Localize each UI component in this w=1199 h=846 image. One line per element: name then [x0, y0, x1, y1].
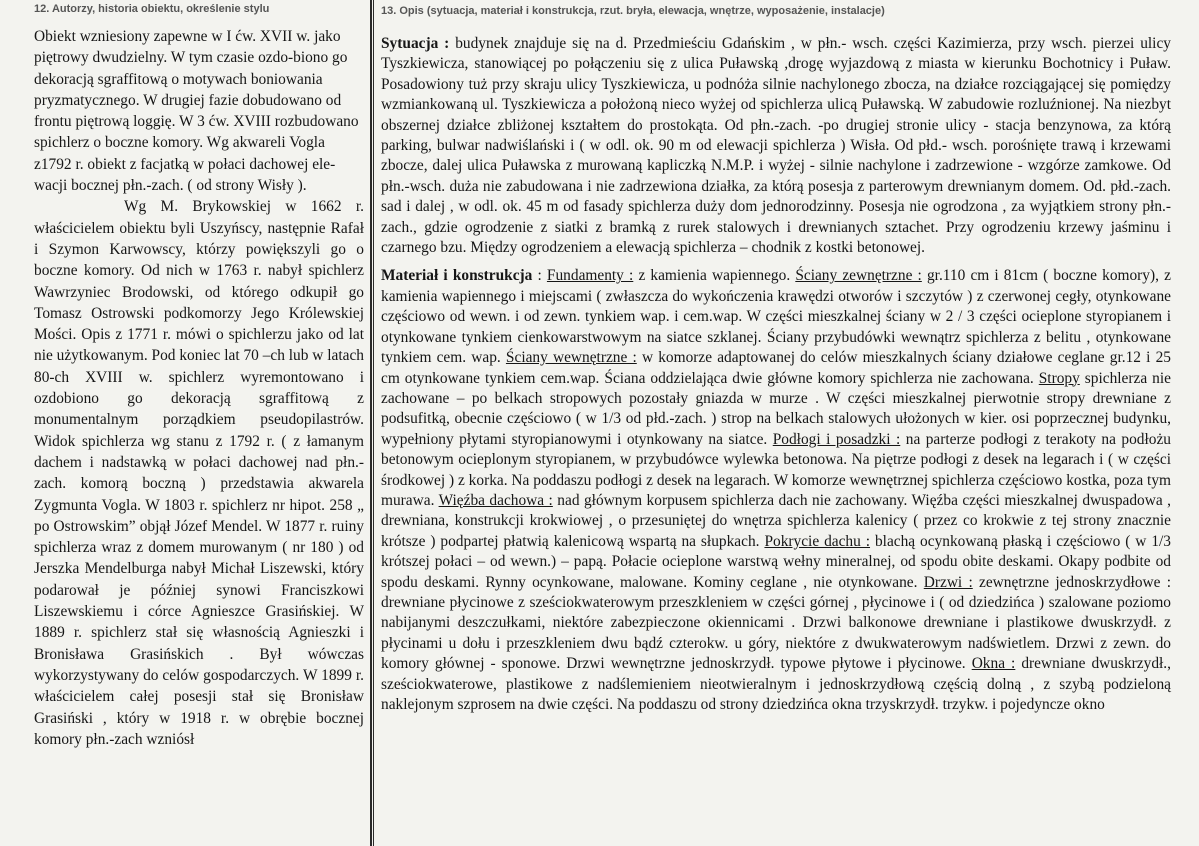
material-label: Materiał i konstrukcja: [381, 267, 533, 285]
wiezba-text: nad głównym korpusem spichlerza dach nie zachowany. Więźba części mieszkalnej dwuspadowa , drewniana, konstrukcji krokwiowej , o przesuniętej do wnętrza spichlerza kalenicy ( przez co krokwie z tej strony znacznie krótsze ) podpartej płatwią kalenicową wspartą na słupkach.: [381, 491, 1171, 550]
stropy-text: spichlerza nie zachowane – po belkach stropowych pozostały gniazda w murze . W części mieszkalnej pierwotnie stropy drewniane z podsufitką, obecnie częściowo ( w 1/3 od płd.-zach. ) strop na belkach stalowych ułożonych w kier. osi poprzecznej budynku, wypełniony płytami styropianowymi i otynkowany na siatce.: [381, 369, 1171, 448]
drzwi-text: zewnętrzne jednoskrzydłowe : drewniane płycinowe z sześciokwaterowym przeszkleniem w części górnej , płycinowe i ( od dziedzińca ) szalowane poziomo nabijanymi deszczułkami, niektóre zabezpieczone okiennicami . Drzwi balkonowe drewniane i plastikowe dwuskrzydł. z płycinami u dołu i przeszkleniem dwu bądź czterokw. u góry, niektóre z dwukwaterowym nadświetlem. Drzwi z zewn. do komory głównej - sponowe. Drzwi wewnętrzne jednoskrzydł. typowe płytowe i płycinowe.: [381, 573, 1171, 673]
description-text: [381, 34, 1171, 715]
stropy-label: Stropy: [1038, 369, 1080, 387]
column-divider-inner: [373, 0, 374, 846]
material-colon: :: [537, 267, 542, 285]
okna-text: drewniane dwuskrzydł., sześciokwaterowe, plastikowe z nadślemieniem nieotwieralnym i jednoskrzydłową częścią dolną , z szybą podzieloną naklejonym szprosem na dwie części. Na poddaszu od strony dziedzińca okna trzyskrzydł. trzykw. i pojedyncze okno: [381, 655, 1171, 713]
history-paragraph-2-text: Wg M. Brykowskiej w 1662 r. właścicielem obiektu byli Uszyńscy, następnie Rafał i Szymon Karwowscy, którzy powiększyli go o boczne komory. Od nich w 1763 r. nabył spichlerz Wawrzyniec Brodowski, od którego odkupił go Tomasz Ostrowski podkomorzy Jego Królewskiej Mości. Opis z 1771 r. mówi o spichlerzu jako od lat nie użytkowanym. Pod koniec lat 70 –ch lub w latach 80-ch XVIII w. spichlerz wyremontowano i ozdobiono go dekoracją sgraffitową z monumentalnym porządkiem pseudopilastrów. Widok spichlerza wg stanu z 1792 r. ( z łamanym dachem i nadstawką w połaci dachowej nad płn.-zach. komorą boczną ) przedstawia akwarela Zygmunta Vogla. W 1803 r. spichlerz nr hipot. 258 „ po Ostrowskim” objął Józef Mendel. W 1877 r. ruiny spichlerza wraz z domem murowanym ( nr 180 ) od Jerszka Mendelburga nabył Michał Liszewski, który podarował je później synowi Franciszkowi Liszewskiemu i córce Agnieszce Grasińskiej. W 1889 r. spichlerz stał się własnością Agnieszki i Bronisława Grasińskich . Był wówczas wykorzystywany do celów gospodarczych. W 1899 r. właścicielem całej posesji stał się Bronisław Grasiński , który w 1918 r. w obrębie bocznej komory płn.-zach wzniósł: [34, 198, 364, 748]
history-section-heading: 12. Autorzy, historia obiektu, określenie stylu: [34, 3, 270, 15]
fundamenty-label: Fundamenty :: [546, 267, 634, 285]
history-column: [0, 0, 371, 846]
situation-paragraph: [381, 34, 1171, 258]
okna-label: Okna :: [971, 655, 1016, 673]
podlogi-text: na parterze podłogi z terakoty na podłożu betonowym ocieplonym styropianem, w przybudówce wylewka betonowa. Na piętrze podłogi z desek na legarach i ( w części środkowej ) z korka. Na poddaszu podłogi z desek na legarach. W komorze wewnętrznej spichlerza częściowo kostka, poza tym murawa.: [381, 430, 1171, 509]
sciany-zewnetrzne-label: Ściany zewnętrzne :: [795, 267, 922, 285]
wiezba-label: Więźba dachowa :: [438, 491, 553, 509]
material-paragraph: [381, 266, 1171, 715]
paragraph-gap: [381, 258, 1171, 266]
history-paragraph-2: [34, 196, 364, 750]
sciany-wewnetrzne-text: w komorze adaptowanej do celów mieszkalnych ściany działowe ceglane gr.12 i 25 cm otynkowane tynkiem cem.wap. Ściana oddzielająca dwie główne komory spichlerza nie zachowana.: [381, 349, 1171, 387]
podlogi-label: Podłogi i posadzki :: [772, 430, 901, 448]
pokrycie-label: Pokrycie dachu :: [764, 532, 871, 550]
pokrycie-text: blachą ocynkowaną płaską i częściowo ( w 1/3 krótszej połaci – od wewn.) – papą. Połacie ocieplone warstwą wełny mineralnej, od spodu obite deskami. Okapy podbite od spodu deskami. Rynny ocynkowane, malowane. Kominy ceglane , nie otynkowane.: [381, 532, 1171, 591]
description-section-heading: 13. Opis (sytuacja, materiał i konstrukcja, rzut. bryła, elewacja, wnętrze, wyposażenie, instalacje): [381, 5, 885, 17]
history-paragraph-1: Obiekt wzniesiony zapewne w I ćw. XVII w. jako piętrowy dwudzielny. W tym czasie ozdo-biono go dekoracją sgraffitową o motywach boniowania pryzmatycznego. W drugiej fazie dobudowano od frontu piętrową loggię. W 3 ćw. XVIII rozbudowano spichlerz o boczne komory. Wg akwareli Vogla z1792 r. obiekt z facjatką w połaci dachowej ele-wacji bocznej płn.-zach. ( od strony Wisły ).: [34, 28, 359, 195]
fundamenty-text: z kamienia wapiennego.: [638, 267, 791, 285]
description-column: [375, 0, 1187, 846]
drzwi-label: Drzwi :: [923, 573, 973, 591]
column-divider: [370, 0, 372, 846]
history-text: [34, 26, 364, 750]
sciany-wewnetrzne-label: Ściany wewnętrzne :: [505, 349, 637, 367]
situation-text: budynek znajduje się na d. Przedmieściu Gdańskim , w płn.- wsch. części Kazimierza, przy wsch. pierzei ulicy Tyszkiewicza, stanowiącej po połączeniu się z ulica Puławską ,drogę wyjazdową z miasta w kierunku Bochotnicy i Puław. Posadowiony tuż przy skraju ulicy Tyszkiewicza, u podnóża silnie nachylonego zbocza, na działce rozciągającej się pomiędzy wzmiankowaną ul. Tyszkiewicza a położoną nieco wyżej od spichlerza ulicą Puławską. W zabudowie rozluźnionej. Na niezbyt obszernej działce zbliżonej kształtem do prostokąta. Od płn.-zach. -po drugiej stronie ulicy - stacja benzynowa, za którą parking, bulwar nadwiślański i ( w odl. ok. 90 m od elewacji spichlerza ) Wisła. Od płd.- wsch. porośnięte trawą i krzewami zbocze, dalej ulica Puławska z murowaną kapliczką N.M.P. i wyżej - silnie nachylone i zadrzewione - wzgórze zamkowe. Od płn.-wsch. duża nie zabudowana i nie zadrzewiona działka, za którą posesja z parterowym drewnianym domem. Od. płd.-zach. sad i dalej , w odl. ok. 45 m od fasady spichlerza duży dom jednorodzinny. Posesja nie ogrodzona , za wyjątkiem strony płn.-zach., gdzie ogrodzenie z siatki z bramką z rurek stalowych i drewnianych sztachet. Przy ogrodzeniu krzewy jaśminu i czarnego bzu. Między ogrodzeniem a elewacją spichlerza – chodnik z kostki betonowej.: [381, 35, 1171, 257]
situation-label: Sytuacja :: [381, 35, 450, 52]
sciany-zewnetrzne-text: gr.110 cm i 81cm ( boczne komory), z kamienia wapiennego i miejscami ( zwłaszcza do wykończenia krawędzi otworów i szczytów ) z czerwonej cegły, otynkowane częściowo od wewn. i od zewn. tynkiem wap. i cem.wap. W części mieszkalnej ściany w 2 / 3 części ocieplone styropianem i otynkowane tynkiem cienkowarstwowym na siatce szklanej. Ściany przybudówki wewnątrz spichlerza z belitu , otynkowane tynkiem cem. wap.: [381, 267, 1171, 367]
